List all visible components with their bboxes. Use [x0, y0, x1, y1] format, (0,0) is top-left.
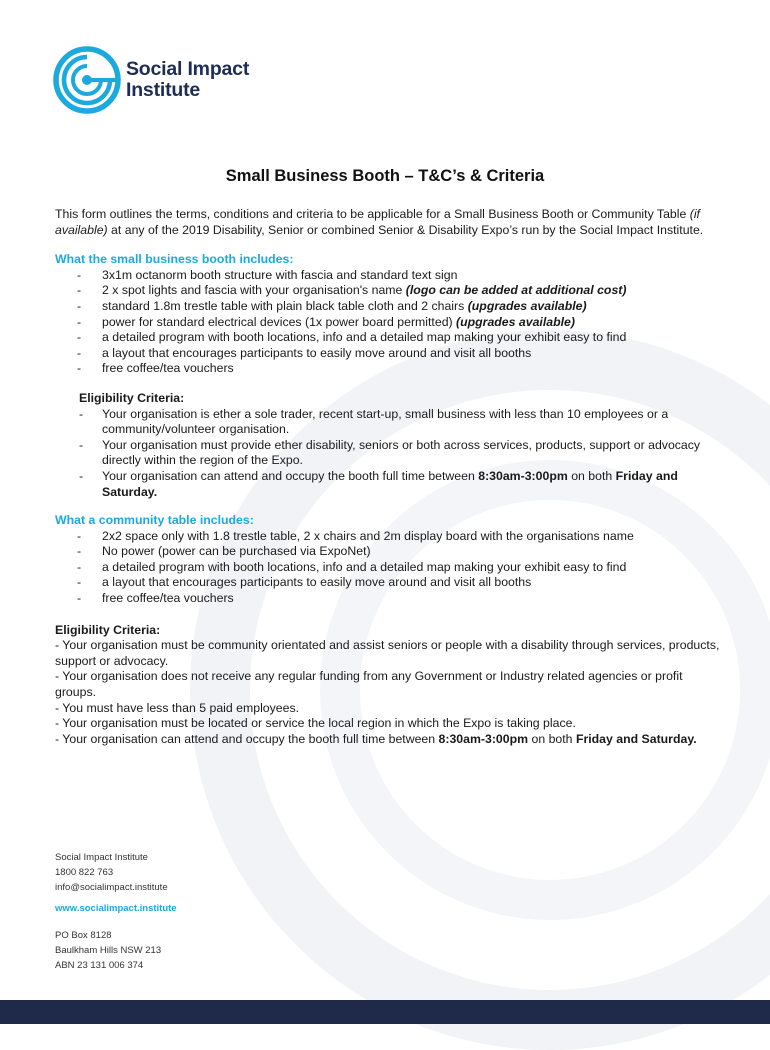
footer-phone: 1800 822 763: [55, 867, 114, 878]
list-item: - 2x2 space only with 1.8 trestle table, 2 x chairs and 2m display board with the organisations name: [55, 529, 720, 545]
list-item: [55, 315, 720, 331]
list-item: [55, 732, 720, 748]
list-item: - No power (power can be purchased via ExpoNet): [55, 544, 720, 560]
days: Friday and Saturday.: [102, 468, 678, 499]
list-item-text: 2 x spot lights and fascia with your organisation's name: [102, 283, 406, 298]
list-item: - a layout that encourages participants to easily move around and visit all booths: [55, 575, 720, 591]
list-item: - Your organisation must be community orientated and assist seniors or people with a disability through services, products, support or advocacy.: [55, 638, 720, 668]
footer-po-box: PO Box 8128: [55, 930, 112, 941]
list-item: [79, 469, 720, 500]
list-item-text: - Your organisation can attend and occupy the booth full time between: [55, 731, 439, 746]
list-item: [55, 299, 720, 315]
brand-name: [126, 59, 249, 101]
footer-website-link[interactable]: www.socialimpact.institute: [55, 903, 177, 914]
list-item-text: free coffee/tea vouchers: [102, 361, 234, 376]
page-title: Small Business Booth – T&C’s & Criteria: [225, 167, 545, 185]
list-item: - free coffee/tea vouchers: [55, 591, 720, 607]
list-item: - Your organisation does not receive any regular funding from any Government or Industry related agencies or profit groups.: [55, 669, 683, 700]
list-item-text: 3x1m octanorm booth structure with fascia and standard text sign: [102, 267, 458, 282]
time-range: 8:30am-3:00pm: [438, 731, 529, 746]
intro-italic: (if available): [55, 207, 700, 237]
footer-org: Social Impact Institute: [55, 852, 148, 863]
intro-paragraph: [55, 207, 720, 238]
intro-text-1: This form outlines the terms, conditions and criteria to be applicable for a Small Business Booth or Community Table: [55, 207, 690, 221]
time-range: 8:30am-3:00pm: [478, 468, 568, 483]
days: Friday and Saturday.: [575, 731, 697, 746]
footer-suburb: Baulkham Hills NSW 213: [55, 945, 162, 956]
list-item-text: a detailed program with booth locations, info and a detailed map making your exhibit easy to find: [102, 330, 627, 345]
table-heading: What a community table includes:: [55, 513, 254, 528]
list-item: [55, 283, 720, 299]
table-includes-list: [55, 529, 720, 607]
brand-name-line2: Institute: [126, 79, 201, 101]
footer-abn: ABN 23 131 006 374: [55, 960, 144, 971]
list-item-text: power for standard electrical devices (1x power board permitted): [102, 314, 457, 329]
list-item: - a detailed program with booth locations, info and a detailed map making your exhibit easy to find: [55, 560, 720, 576]
list-item-emphasis: (upgrades available): [467, 298, 587, 313]
table-eligibility-heading: Eligibility Criteria:: [55, 622, 161, 637]
booth-includes-list: [55, 268, 720, 377]
list-item: - Your organisation must provide ether disability, seniors or both across services, products, support or advocacy directly within the region of the Expo.: [79, 438, 720, 469]
list-item-text: on both: [567, 468, 616, 483]
footer-bar: [0, 1000, 770, 1024]
list-item: [55, 361, 720, 377]
list-item: [55, 346, 720, 362]
footer-contact: [55, 850, 177, 973]
list-item-text: a layout that encourages participants to easily move around and visit all booths: [102, 345, 532, 360]
social-impact-logo-icon: [52, 45, 122, 115]
footer-email[interactable]: info@socialimpact.institute: [55, 882, 168, 893]
booth-eligibility: [55, 391, 720, 500]
list-item-text: Your organisation can attend and occupy the booth full time between: [102, 468, 479, 483]
intro-text-2: at any of the 2019 Disability, Senior or combined Senior & Disability Expo’s run by the Social Impact Institute.: [107, 222, 704, 237]
list-item-text: standard 1.8m trestle table with plain black table cloth and 2 chairs: [102, 298, 468, 313]
list-item: - Your organisation must be located or service the local region in which the Expo is taking place.: [55, 716, 576, 731]
booth-heading: What the small business booth includes:: [55, 252, 294, 267]
list-item: - Your organisation is ether a sole trader, recent start-up, small business with less than 10 employees or a community/volunteer organisation.: [79, 407, 720, 438]
brand-logo: [52, 45, 249, 115]
list-item: [55, 268, 720, 284]
list-item-emphasis: (upgrades available): [456, 314, 575, 329]
booth-eligibility-heading: Eligibility Criteria:: [79, 390, 185, 405]
list-item: [55, 330, 720, 346]
list-item: - You must have less than 5 paid employees.: [55, 700, 300, 715]
brand-name-line1: Social Impact: [126, 58, 250, 80]
table-eligibility-list: [55, 638, 720, 747]
document-body: [55, 207, 720, 747]
booth-eligibility-list: [79, 407, 720, 501]
list-item-emphasis: (logo can be added at additional cost): [405, 283, 627, 298]
list-item-text: on both: [528, 731, 576, 746]
